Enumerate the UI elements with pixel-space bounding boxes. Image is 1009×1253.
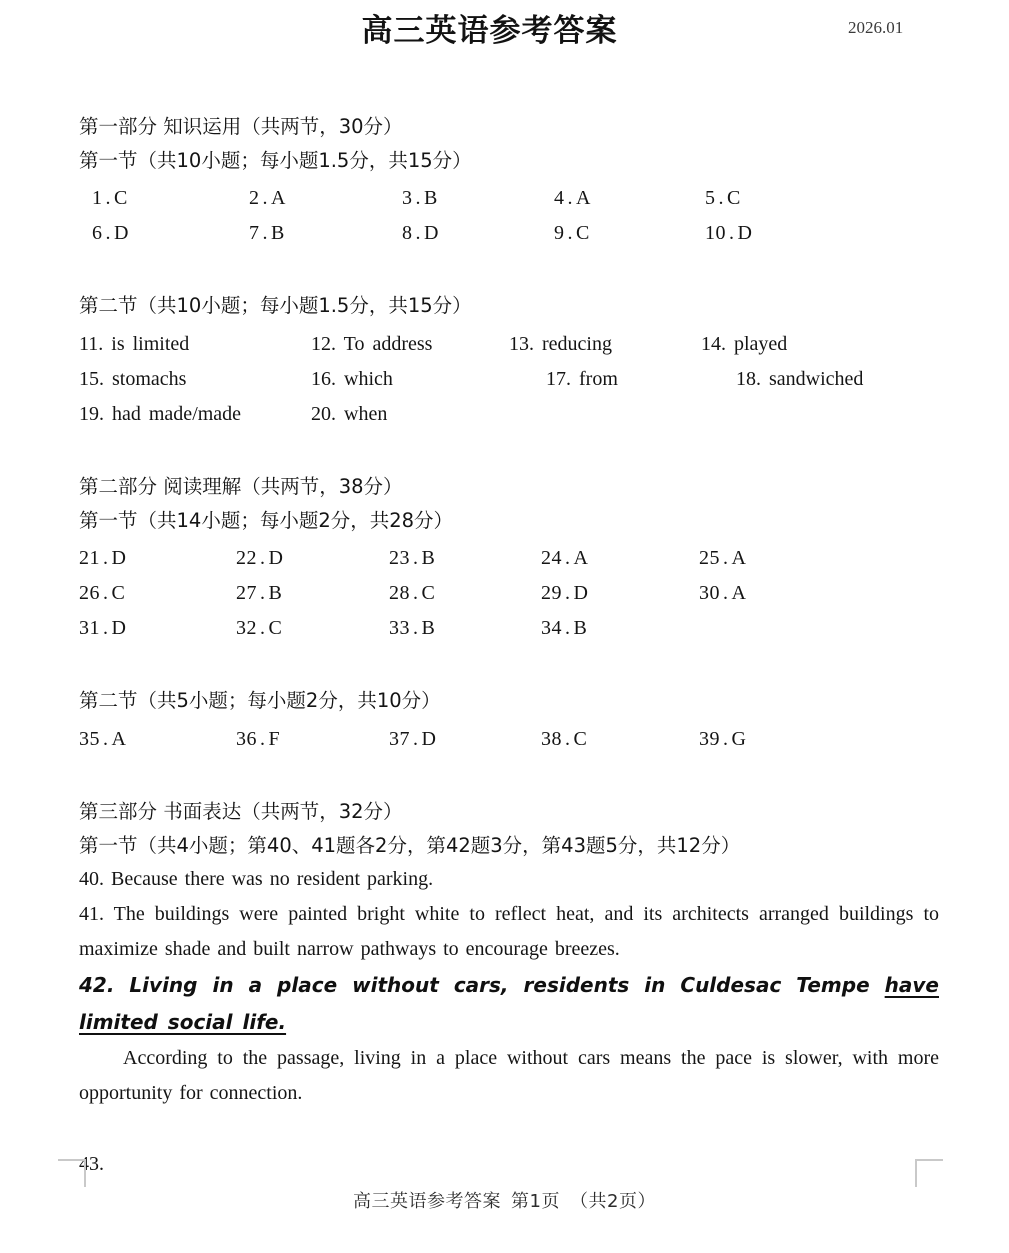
answer-dot: . (415, 187, 421, 209)
answer-cell-2 (249, 187, 286, 210)
fill-answer-16: 16. which (311, 368, 393, 390)
answer-cell-8 (402, 222, 439, 245)
answer-value: B (421, 547, 436, 569)
answer-dot: . (565, 728, 571, 750)
answer-number: 2 (249, 187, 260, 209)
answer-number: 5 (705, 187, 716, 209)
answer-dot: . (723, 728, 729, 750)
answer-42-note: According to the passage, living in a place without cars means the pace is slower, with more opportunity for connection. (79, 1047, 939, 1104)
part2-section1-heading: 第一节（共14小题；每小题2分，共28分） (79, 509, 454, 532)
fill-answer-11: 11. is limited (79, 333, 190, 355)
answer-value: D (268, 547, 284, 569)
answer-number: 33 (389, 617, 410, 639)
answer-dot: . (565, 617, 571, 639)
fill-answer-18: 18. sandwiched (736, 368, 864, 390)
fill-answer-15: 15. stomachs (79, 368, 187, 390)
answer-dot: . (103, 547, 109, 569)
answer-dot: . (413, 547, 419, 569)
answer-value: C (111, 582, 126, 604)
answer-cell-39 (699, 728, 746, 751)
answer-dot: . (103, 617, 109, 639)
answer-value: C (268, 617, 283, 639)
answer-cell-30 (699, 582, 746, 605)
answer-42-text (79, 967, 939, 1041)
answer-number: 38 (541, 728, 562, 750)
answer-cell-33 (389, 617, 435, 640)
answer-number: 35 (79, 728, 100, 750)
document-date: 2026.01 (848, 18, 904, 37)
answer-row (79, 617, 939, 652)
fill-answer-row (79, 333, 939, 368)
answer-value: A (731, 582, 747, 604)
fill-answer-row (79, 368, 939, 403)
part3-section1-heading: 第一节（共4小题；第40、41题各2分，第42题3分，第43题5分，共12分） (79, 834, 741, 857)
answer-cell-9 (554, 222, 590, 245)
answer-43-label: 43. (79, 1153, 104, 1175)
answer-number: 30 (699, 582, 720, 604)
answer-cell-10 (705, 222, 752, 245)
answer-cell-32 (236, 617, 282, 640)
answer-40-text: 40. Because there was no resident parking. (79, 868, 434, 890)
fill-answer-19: 19. had made/made (79, 403, 242, 425)
footer-page-label: 第1页 (511, 1191, 560, 1212)
answer-cell-37 (389, 728, 436, 751)
fill-answer-20: 20. when (311, 403, 388, 425)
answer-cell-29 (541, 582, 588, 605)
answer-dot: . (260, 547, 266, 569)
footer-page-total: （共2页） (570, 1191, 656, 1212)
answer-cell-26 (79, 582, 125, 605)
answer-cell-27 (236, 582, 282, 605)
answer-42-lead: 42. Living in a place without cars, residents in Culdesac Tempe (79, 973, 885, 997)
answer-dot: . (729, 222, 735, 244)
part1-heading: 第一部分 知识运用（共两节，30分） (79, 115, 403, 138)
answer-cell-38 (541, 728, 587, 751)
answer-row (79, 187, 939, 222)
fill-answer-12: 12. To address (311, 333, 433, 355)
answer-cell-6 (92, 222, 129, 245)
answer-row (79, 728, 939, 763)
answer-value: C (727, 187, 741, 209)
answer-row (79, 547, 939, 582)
answer-number: 31 (79, 617, 100, 639)
answer-value: B (424, 187, 438, 209)
answer-value: B (573, 617, 588, 639)
document-body (79, 110, 939, 1179)
answer-value: D (114, 222, 129, 244)
answer-number: 21 (79, 547, 100, 569)
answer-dot: . (567, 222, 573, 244)
crop-mark-right-icon (915, 1159, 943, 1187)
answer-dot: . (103, 728, 109, 750)
answer-cell-3 (402, 187, 438, 210)
answer-value: D (424, 222, 439, 244)
answer-number: 10 (705, 222, 726, 244)
answer-cell-25 (699, 547, 746, 570)
answer-cell-28 (389, 582, 435, 605)
answer-dot: . (262, 222, 268, 244)
answer-dot: . (565, 582, 571, 604)
answer-dot: . (413, 728, 419, 750)
answer-42-underlined: have limited social life. (79, 973, 939, 1034)
answer-value: D (737, 222, 753, 244)
answer-value: F (268, 728, 281, 750)
part2-heading: 第二部分 阅读理解（共两节，38分） (79, 475, 403, 498)
answer-row (79, 582, 939, 617)
part2-section2-heading: 第二节（共5小题；每小题2分，共10分） (79, 689, 441, 712)
answer-cell-21 (79, 547, 126, 570)
answer-number: 23 (389, 547, 410, 569)
footer-doc-name: 高三英语参考答案 (353, 1191, 502, 1212)
answer-value: C (576, 222, 590, 244)
answer-cell-1 (92, 187, 128, 210)
answer-value: B (421, 617, 436, 639)
answer-number: 32 (236, 617, 257, 639)
answer-value: D (111, 617, 127, 639)
answer-dot: . (723, 547, 729, 569)
answer-cell-31 (79, 617, 126, 640)
answer-number: 29 (541, 582, 562, 604)
answer-value: A (576, 187, 591, 209)
answer-41-text: 41. The buildings were painted bright white to reflect heat, and its architects arranged buildings to maximize shade and built narrow pathways to encourage breezes. (79, 903, 939, 960)
part1-section1-heading: 第一节（共10小题；每小题1.5分，共15分） (79, 149, 472, 172)
answer-number: 27 (236, 582, 257, 604)
answer-number: 1 (92, 187, 103, 209)
answer-cell-5 (705, 187, 741, 210)
answer-number: 37 (389, 728, 410, 750)
answer-number: 25 (699, 547, 720, 569)
answer-value: B (271, 222, 285, 244)
answer-value: G (731, 728, 747, 750)
answer-number: 34 (541, 617, 562, 639)
answer-cell-34 (541, 617, 587, 640)
answer-dot: . (260, 582, 266, 604)
answer-cell-22 (236, 547, 283, 570)
answer-value: C (114, 187, 128, 209)
answer-dot: . (718, 187, 724, 209)
part1-section2-heading: 第二节（共10小题；每小题1.5分，共15分） (79, 294, 472, 317)
answer-cell-36 (236, 728, 280, 751)
answer-dot: . (105, 222, 111, 244)
fill-answer-row (79, 403, 939, 438)
part3-heading: 第三部分 书面表达（共两节，32分） (79, 800, 403, 823)
answer-value: A (271, 187, 286, 209)
answer-dot: . (413, 617, 419, 639)
answer-number: 26 (79, 582, 100, 604)
answer-number: 9 (554, 222, 565, 244)
answer-number: 36 (236, 728, 257, 750)
answer-number: 7 (249, 222, 260, 244)
answer-dot: . (565, 547, 571, 569)
answer-dot: . (260, 728, 266, 750)
answer-cell-35 (79, 728, 126, 751)
fill-answer-13: 13. reducing (509, 333, 612, 355)
answer-cell-7 (249, 222, 285, 245)
answer-value: C (573, 728, 588, 750)
answer-cell-24 (541, 547, 588, 570)
crop-mark-left-icon (58, 1159, 86, 1187)
answer-number: 3 (402, 187, 413, 209)
answer-number: 28 (389, 582, 410, 604)
answer-dot: . (567, 187, 573, 209)
answer-number: 4 (554, 187, 565, 209)
answer-cell-23 (389, 547, 435, 570)
answer-dot: . (413, 582, 419, 604)
fill-answer-14: 14. played (701, 333, 788, 355)
answer-dot: . (260, 617, 266, 639)
page-title: 高三英语参考答案 (361, 13, 618, 49)
answer-number: 6 (92, 222, 103, 244)
answer-dot: . (105, 187, 111, 209)
answer-value: A (573, 547, 589, 569)
answer-row (79, 222, 939, 257)
answer-dot: . (262, 187, 268, 209)
answer-value: D (111, 547, 127, 569)
page-footer (0, 1187, 1009, 1213)
answer-number: 8 (402, 222, 413, 244)
fill-answer-17: 17. from (546, 368, 618, 390)
answer-value: D (573, 582, 589, 604)
answer-value: A (111, 728, 127, 750)
answer-value: C (421, 582, 436, 604)
answer-number: 22 (236, 547, 257, 569)
answer-number: 24 (541, 547, 562, 569)
answer-dot: . (103, 582, 109, 604)
answer-value: A (731, 547, 747, 569)
answer-dot: . (723, 582, 729, 604)
answer-value: D (421, 728, 437, 750)
answer-number: 39 (699, 728, 720, 750)
answer-dot: . (415, 222, 421, 244)
answer-cell-4 (554, 187, 591, 210)
answer-value: B (268, 582, 283, 604)
